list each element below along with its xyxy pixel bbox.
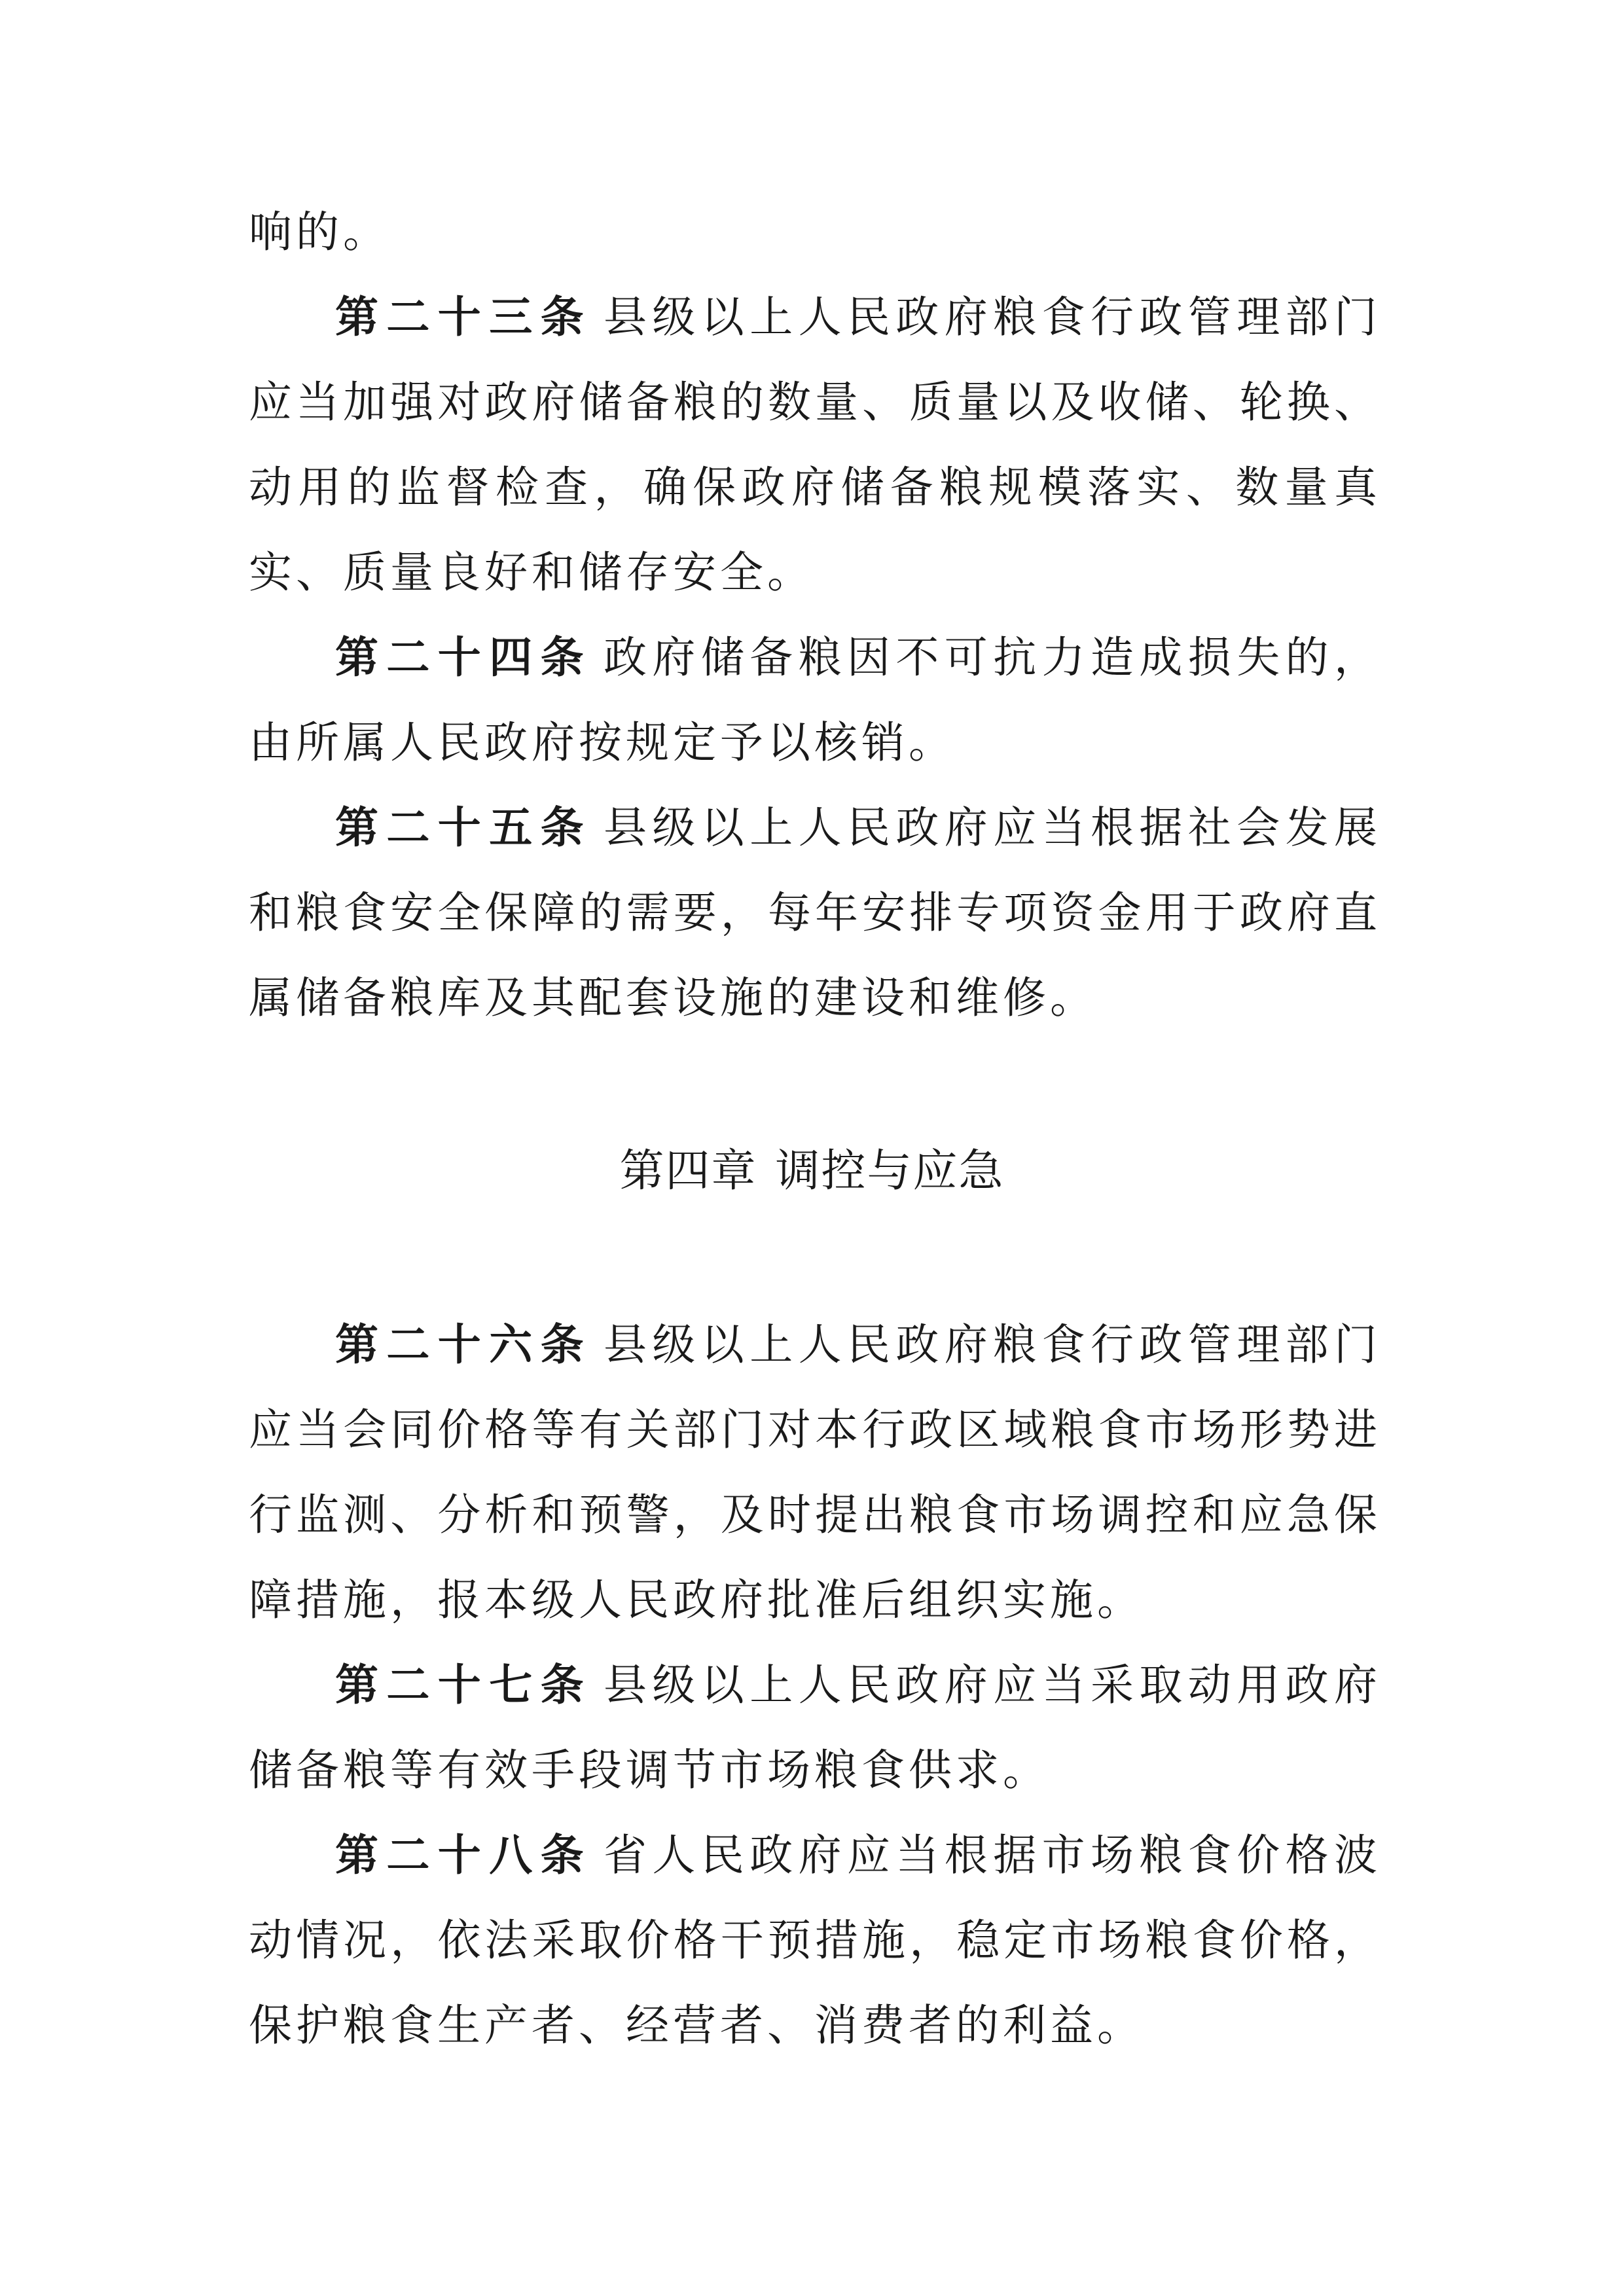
- article-24-label: 第二十四条: [335, 632, 592, 683]
- article-27: [249, 1643, 1381, 1813]
- article-28-label: 第二十八条: [335, 1830, 592, 1880]
- article-23-text: 县级以上人民政府粮食行政管理部门应当加强对政府储备粮的数量、质量以及收储、轮换、动用的监督检查，确保政府储备粮规模落实、数量真实、质量良好和储存安全。: [249, 292, 1381, 598]
- article-24: [249, 615, 1381, 785]
- article-25: [249, 785, 1381, 1041]
- article-23: [249, 275, 1381, 615]
- article-25-label: 第二十五条: [335, 802, 592, 853]
- chapter-title: 调控与应急: [775, 1145, 1005, 1197]
- article-26-text: 县级以上人民政府粮食行政管理部门应当会同价格等有关部门对本行政区域粮食市场形势进行监测、分析和预警，及时提出粮食市场调控和应急保障措施，报本级人民政府批准后组织实施。: [249, 1319, 1381, 1625]
- article-26-label: 第二十六条: [335, 1319, 592, 1370]
- article-27-label: 第二十七条: [335, 1660, 592, 1710]
- continuation-paragraph: [249, 190, 1381, 275]
- article-28: [249, 1813, 1381, 2068]
- continuation-text: 响的。: [249, 207, 390, 257]
- article-26: [249, 1302, 1381, 1643]
- article-27-text: 县级以上人民政府应当采取动用政府储备粮等有效手段调节市场粮食供求。: [249, 1660, 1381, 1795]
- article-23-label: 第二十三条: [335, 292, 592, 342]
- article-28-text: 省人民政府应当根据市场粮食价格波动情况，依法采取价格干预措施，稳定市场粮食价格，保护粮食生产者、经营者、消费者的利益。: [249, 1830, 1381, 2051]
- chapter-number: 第四章: [619, 1145, 757, 1197]
- article-24-text: 政府储备粮因不可抗力造成损失的，由所属人民政府按规定予以核销。: [249, 632, 1381, 768]
- chapter-heading: [0, 1139, 1624, 1204]
- article-25-text: 县级以上人民政府应当根据社会发展和粮食安全保障的需要，每年安排专项资金用于政府直属储备粮库及其配套设施的建设和维修。: [249, 802, 1381, 1023]
